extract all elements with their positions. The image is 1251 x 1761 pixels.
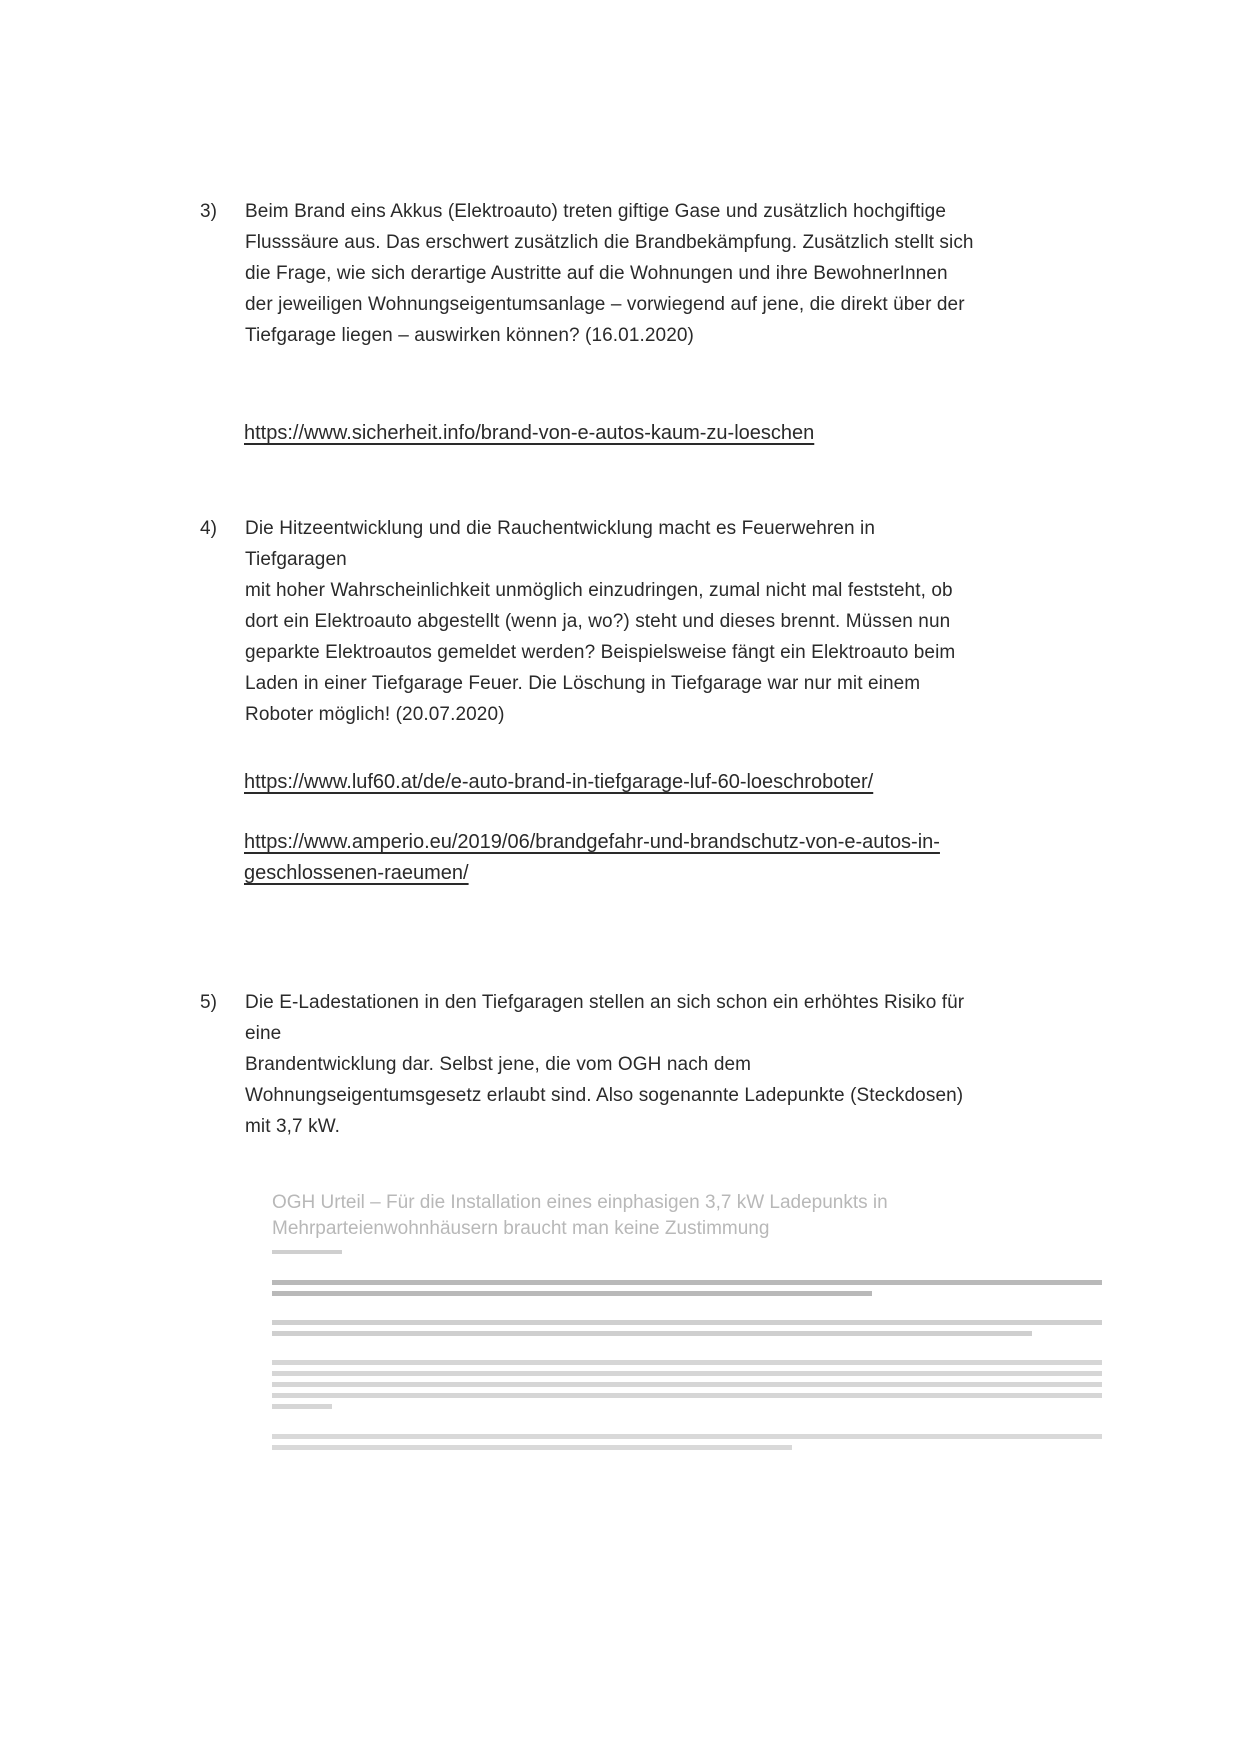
text-line: Laden in einer Tiefgarage Feuer. Die Löschung in Tiefgarage war nur mit einem <box>245 673 921 694</box>
text-line: Tiefgaragen <box>245 549 347 570</box>
text-line: Flusssäure aus. Das erschwert zusätzlich die Brandbekämpfung. Zusätzlich stellt sich <box>245 232 974 253</box>
clipping-title-line: Mehrparteienwohnhäusern braucht man keine Zustimmung <box>272 1218 770 1239</box>
text-line: der jeweiligen Wohnungseigentumsanlage – vorwiegend auf jene, die direkt über der <box>245 294 965 315</box>
clipping-title-line: OGH Urteil – Für die Installation eines einphasigen 3,7 kW Ladepunkts in <box>272 1192 888 1213</box>
link-amperio[interactable]: https://www.amperio.eu/2019/06/brandgefahr-und-brandschutz-von-e-autos-in- <box>244 831 940 853</box>
list-item-4 <box>200 513 1100 730</box>
link-amperio-continued[interactable]: geschlossenen-raeumen/ <box>244 862 469 884</box>
link-sicherheit[interactable]: https://www.sicherheit.info/brand-von-e-autos-kaum-zu-loeschen <box>244 422 815 444</box>
text-line: Die E-Ladestationen in den Tiefgaragen stellen an sich schon ein erhöhtes Risiko für <box>245 992 965 1013</box>
text-line: eine <box>245 1023 282 1044</box>
list-number: 5) <box>200 992 217 1013</box>
list-item-text <box>245 196 1100 351</box>
text-line: Wohnungseigentumsgesetz erlaubt sind. Also sogenannte Ladepunkte (Steckdosen) <box>245 1085 964 1106</box>
list-item-text <box>245 987 1100 1142</box>
text-line: die Frage, wie sich derartige Austritte auf die Wohnungen und ihre BewohnerInnen <box>245 263 948 284</box>
text-line: geparkte Elektroautos gemeldet werden? Beispielsweise fängt ein Elektroauto beim <box>245 642 956 663</box>
text-line: Beim Brand eins Akkus (Elektroauto) treten giftige Gase und zusätzlich hochgiftige <box>245 201 947 222</box>
list-item-5 <box>200 987 1100 1142</box>
list-item-3 <box>200 196 1100 351</box>
list-number: 3) <box>200 201 217 222</box>
text-line: Die Hitzeentwicklung und die Rauchentwicklung macht es Feuerwehren in <box>245 518 876 539</box>
text-line: Tiefgarage liegen – auswirken können? (16.01.2020) <box>245 325 694 346</box>
text-line: mit hoher Wahrscheinlichkeit unmöglich einzudringen, zumal nicht mal feststeht, ob <box>245 580 953 601</box>
list-item-text <box>245 513 1100 730</box>
clipping-illegible-text <box>272 1250 1112 1490</box>
list-number: 4) <box>200 518 217 539</box>
article-clipping <box>272 1190 1112 1490</box>
text-line: mit 3,7 kW. <box>245 1116 341 1137</box>
text-line: Brandentwicklung dar. Selbst jene, die vom OGH nach dem <box>245 1054 752 1075</box>
link-luf60[interactable]: https://www.luf60.at/de/e-auto-brand-in-tiefgarage-luf-60-loeschroboter/ <box>244 771 874 793</box>
text-line: dort ein Elektroauto abgestellt (wenn ja, wo?) steht und dieses brennt. Müssen nun <box>245 611 951 632</box>
text-line: Roboter möglich! (20.07.2020) <box>245 704 505 725</box>
